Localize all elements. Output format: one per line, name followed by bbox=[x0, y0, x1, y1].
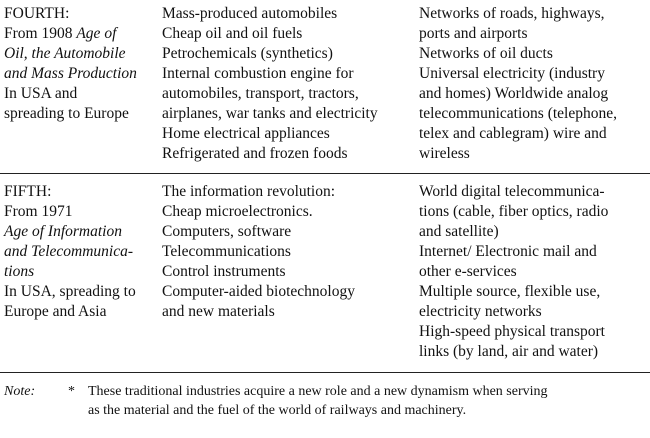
infrastructure-item: and homes) Worldwide analog bbox=[419, 85, 609, 102]
infrastructure-item: electricity networks bbox=[419, 303, 542, 320]
infrastructure-item: ports and airports bbox=[419, 25, 528, 42]
industry-item: Control instruments bbox=[162, 263, 286, 280]
wave-region: In USA and bbox=[4, 85, 78, 102]
wave-title: FOURTH: bbox=[4, 5, 70, 22]
wave-name: tions bbox=[4, 263, 35, 280]
wave-name: Oil, the Automobile bbox=[4, 45, 126, 62]
wave-name: and Telecommunica- bbox=[4, 243, 134, 260]
infrastructure-item: Universal electricity (industry bbox=[419, 65, 605, 82]
industry-item: Internal combustion engine for bbox=[162, 65, 354, 82]
industry-item: Cheap microelectronics. bbox=[162, 203, 313, 220]
industry-item: airplanes, war tanks and electricity bbox=[162, 105, 378, 122]
wave-date: From 1908 Age of bbox=[4, 25, 117, 42]
infrastructure-item: other e-services bbox=[419, 263, 517, 280]
industry-item: automobiles, transport, tractors, bbox=[162, 85, 359, 102]
wave-name: Age of Information bbox=[4, 223, 122, 240]
note-text: as the material and the fuel of the world of railways and machinery. bbox=[88, 403, 467, 418]
infrastructure-item: links (by land, air and water) bbox=[419, 343, 599, 360]
table-bottom-rule bbox=[0, 372, 650, 373]
infrastructure-item: and satellite) bbox=[419, 223, 499, 240]
industry-item: Telecommunications bbox=[162, 243, 291, 260]
wave-region: spreading to Europe bbox=[4, 105, 129, 122]
wave-title: FIFTH: bbox=[4, 183, 52, 200]
infrastructure-item: telex and cablegram) wire and bbox=[419, 125, 607, 142]
industry-item: Computer-aided biotechnology bbox=[162, 283, 355, 300]
infrastructure-item: Networks of oil ducts bbox=[419, 45, 553, 62]
industry-item: Mass-produced automobiles bbox=[162, 5, 338, 22]
industry-item: Refrigerated and frozen foods bbox=[162, 145, 348, 162]
wave-region: Europe and Asia bbox=[4, 303, 107, 320]
wave-date: From 1971 bbox=[4, 203, 73, 220]
infrastructure-item: Internet/ Electronic mail and bbox=[419, 243, 597, 260]
infrastructure-item: Multiple source, flexible use, bbox=[419, 283, 601, 300]
infrastructure-item: tions (cable, fiber optics, radio bbox=[419, 203, 609, 220]
infrastructure-item: High-speed physical transport bbox=[419, 323, 605, 340]
industry-item: Cheap oil and oil fuels bbox=[162, 25, 303, 42]
note-text: These traditional industries acquire a new role and a new dynamism when serving bbox=[88, 384, 548, 399]
infrastructure-item: World digital telecommunica- bbox=[419, 183, 605, 200]
note-label: Note: bbox=[4, 384, 36, 399]
industry-item: and new materials bbox=[162, 303, 275, 320]
infrastructure-item: wireless bbox=[419, 145, 470, 162]
industry-item: Petrochemicals (synthetics) bbox=[162, 45, 333, 62]
infrastructure-item: Networks of roads, highways, bbox=[419, 5, 605, 22]
wave-region: In USA, spreading to bbox=[4, 283, 136, 300]
note-marker: * bbox=[68, 384, 75, 399]
wave-name: and Mass Production bbox=[4, 65, 137, 82]
infrastructure-item: telecommunications (telephone, bbox=[419, 105, 617, 122]
industry-item: Home electrical appliances bbox=[162, 125, 330, 142]
industry-item: The information revolution: bbox=[162, 183, 336, 200]
industry-item: Computers, software bbox=[162, 223, 292, 240]
row-divider bbox=[0, 173, 650, 174]
